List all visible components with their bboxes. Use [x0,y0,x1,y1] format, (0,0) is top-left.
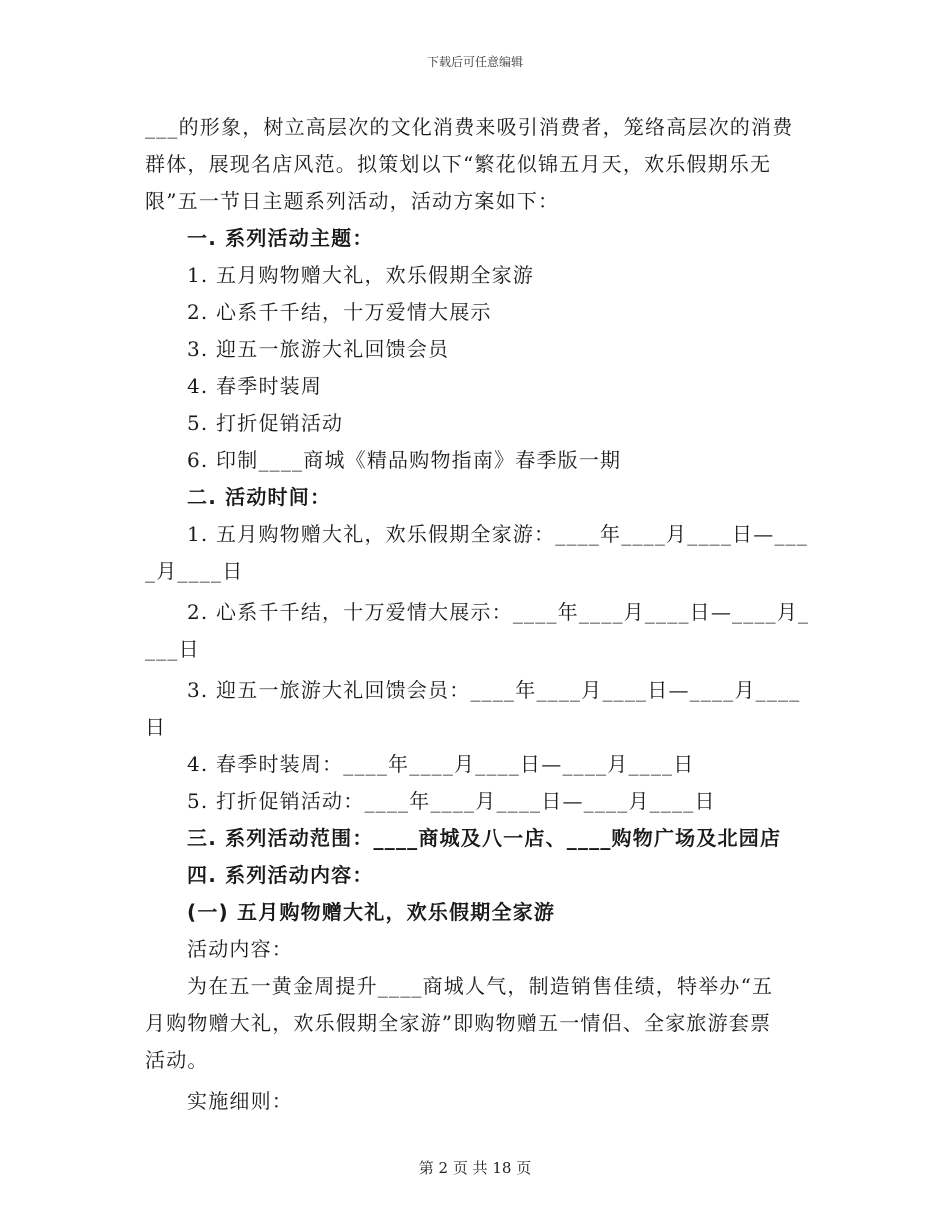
list-item: 4. 春季时装周 [187,374,323,398]
section-heading-scope: 三. 系列活动范围：____商城及八一店、____购物广场及北园店 [187,826,782,850]
list-item: 4. 春季时装周：____年____月____日—____月____日 [187,752,695,776]
paragraph-line: ___的形象，树立高层次的文化消费来吸引消费者，笼络高层次的消费 [145,115,794,139]
list-item: 5. 打折促销活动：____年____月____日—____月____日 [187,789,716,813]
list-item: 3. 迎五一旅游大礼回馈会员 [187,337,450,361]
page-header-note: 下载后可任意编辑 [426,55,523,69]
list-item: 2. 心系千千结，十万爱情大展示：____年____月____日—____月_ [187,600,810,624]
list-item: 1. 五月购物赠大礼，欢乐假期全家游 [187,263,535,287]
page-footer-number: 第 2 页 共 18 页 [418,1159,532,1177]
list-item: 5. 打折促销活动 [187,411,344,435]
paragraph-line: 实施细则： [187,1089,293,1113]
section-heading-theme: 一. 系列活动主题： [187,226,374,250]
paragraph-line: 活动内容： [187,937,293,961]
document-body [145,109,810,1120]
paragraph-line: 群体，展现名店风范。拟策划以下“繁花似锦五月天，欢乐假期乐无 [145,152,772,176]
list-item-continuation: 日 [145,715,167,739]
paragraph-line: 限”五一节日主题系列活动，活动方案如下： [145,189,560,213]
list-item: 6. 印制____商城《精品购物指南》春季版一期 [187,448,622,472]
list-item-continuation: _月____日 [145,559,244,583]
paragraph-line: 活动。 [145,1048,209,1072]
list-item: 2. 心系千千结，十万爱情大展示 [187,300,492,324]
section-heading-content: 四. 系列活动内容： [187,863,374,887]
list-item-continuation: ___日 [145,637,200,661]
paragraph-line: 为在五一黄金周提升____商城人气，制造销售佳绩，特举办“五 [187,974,774,998]
subsection-heading: (一) 五月购物赠大礼，欢乐假期全家游 [187,900,556,924]
paragraph-line: 月购物赠大礼，欢乐假期全家游”即购物赠五一情侣、全家旅游套票 [145,1011,772,1035]
list-item: 3. 迎五一旅游大礼回馈会员：____年____月____日—____月____ [187,678,801,702]
list-item: 1. 五月购物赠大礼，欢乐假期全家游：____年____月____日—___ [187,522,809,546]
section-heading-time: 二. 活动时间： [187,485,332,509]
